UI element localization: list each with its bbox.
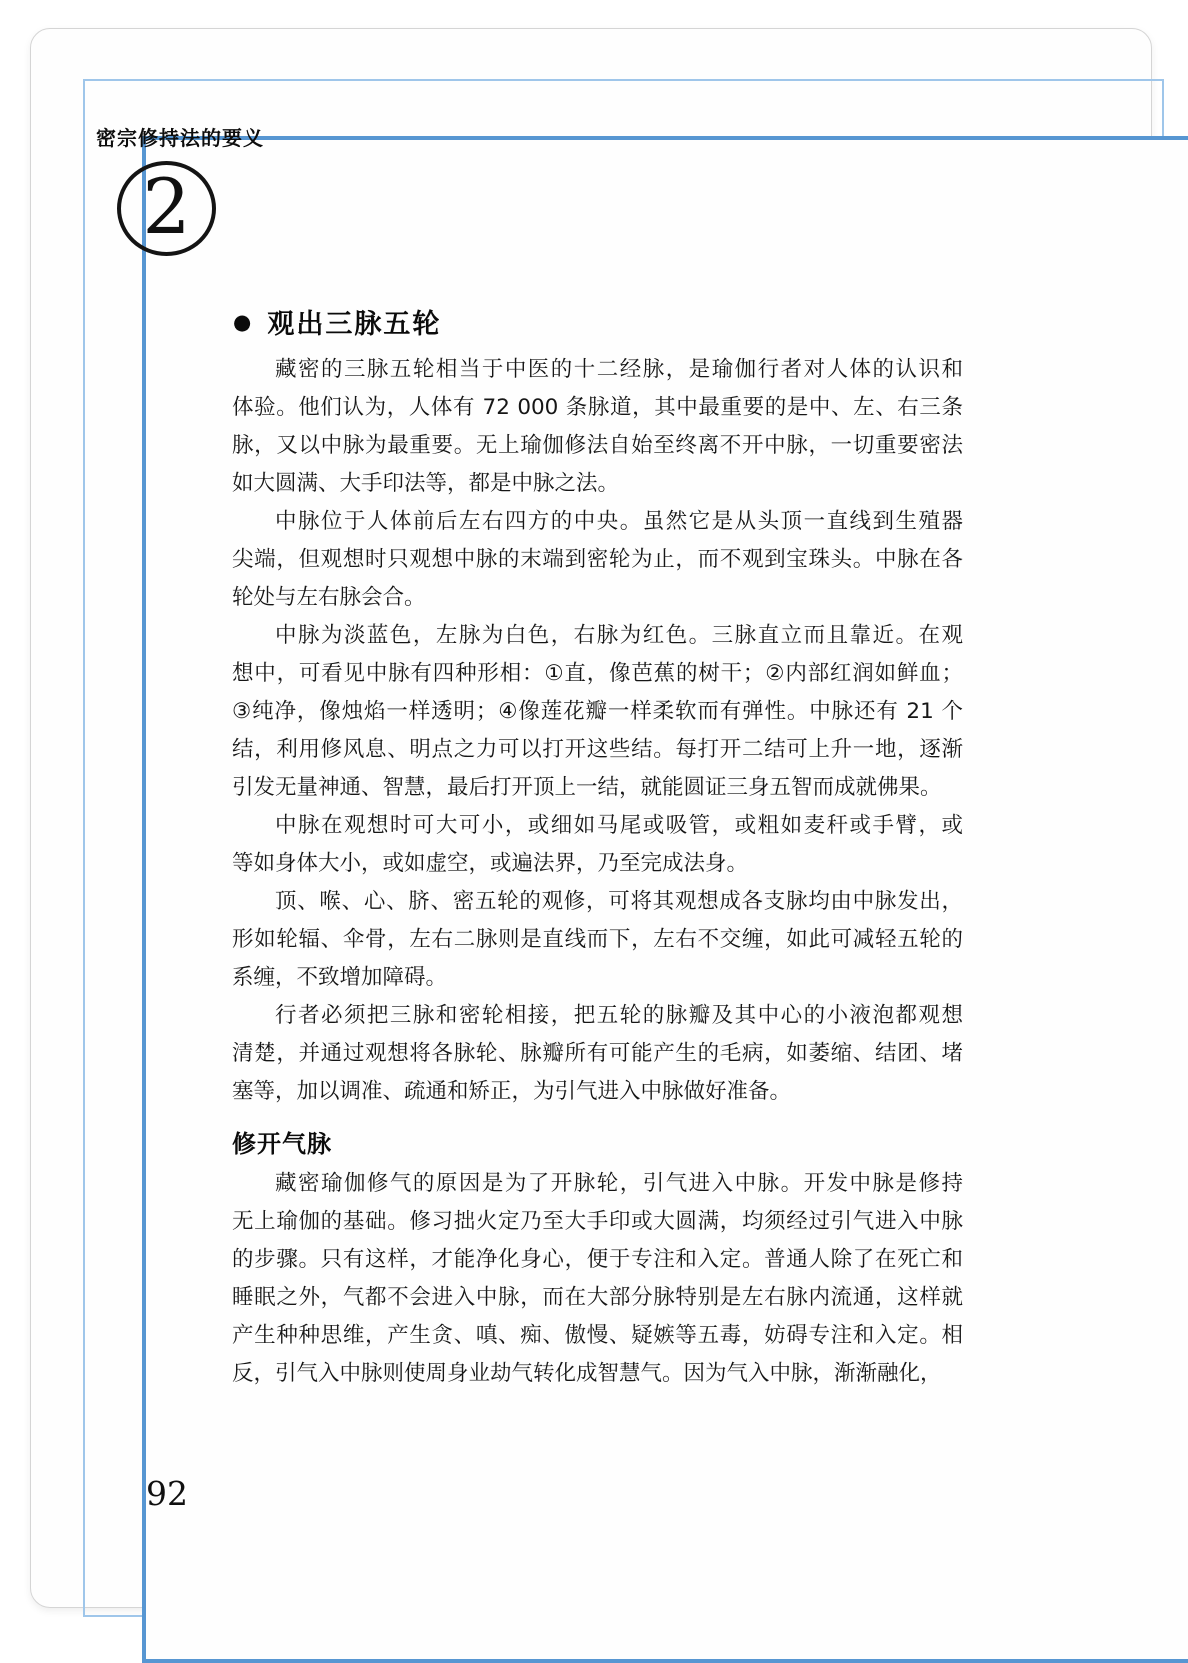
chapter-number-badge (117, 161, 216, 256)
text-line: 的步骤。只有这样，才能净化身心，便于专注和入定。普通人除了在死亡和 (232, 1247, 963, 1272)
paragraph (232, 883, 963, 997)
page-number: 92 (146, 1474, 188, 1513)
text-line: 产生种种思维，产生贪、嗔、痴、傲慢、疑嫉等五毒，妨碍专注和入定。相 (232, 1323, 963, 1348)
section-title: 观出三脉五轮 (267, 308, 442, 340)
text-line: 结，利用修风息、明点之力可以打开这些结。每打开二结可上升一地，逐渐 (232, 737, 963, 762)
paragraph (232, 351, 963, 503)
text-line: 藏密的三脉五轮相当于中医的十二经脉，是瑜伽行者对人体的认识和 (275, 357, 963, 382)
text-line: 想中，可看见中脉有四种形相：①直，像芭蕉的树干；②内部红润如鲜血； (232, 661, 963, 686)
text-line: 藏密瑜伽修气的原因是为了开脉轮，引气进入中脉。开发中脉是修持 (275, 1171, 963, 1196)
section-heading (233, 303, 441, 339)
text-line: 中脉位于人体前后左右四方的中央。虽然它是从头顶一直线到生殖器 (275, 509, 963, 534)
text-line: 顶、喉、心、脐、密五轮的观修，可将其观想成各支脉均由中脉发出， (275, 889, 963, 914)
text-line: 睡眠之外，气都不会进入中脉，而在大部分脉特别是左右脉内流通，这样就 (232, 1285, 963, 1310)
subsection-heading: 修开气脉 (232, 1130, 332, 1158)
text-line: 中脉为淡蓝色，左脉为白色，右脉为红色。三脉直立而且靠近。在观 (275, 623, 963, 648)
text-line: 清楚，并通过观想将各脉轮、脉瓣所有可能产生的毛病，如萎缩、结团、堵 (232, 1041, 963, 1066)
paragraph (232, 617, 963, 807)
paragraph (232, 503, 963, 617)
text-line: 系缠，不致增加障碍。 (232, 965, 448, 990)
bullet-icon: ● (233, 310, 252, 334)
text-line: 中脉在观想时可大可小，或细如马尾或吸管，或粗如麦秆或手臂，或 (275, 813, 963, 838)
text-line: 轮处与左右脉会合。 (232, 585, 426, 610)
text-line: 等如身体大小，或如虚空，或遍法界，乃至完成法身。 (232, 851, 749, 876)
text-line: 脉，又以中脉为最重要。无上瑜伽修法自始至终离不开中脉，一切重要密法 (232, 433, 963, 458)
text-line: 如大圆满、大手印法等，都是中脉之法。 (232, 471, 620, 496)
text-line: 形如轮辐、伞骨，左右二脉则是直线而下，左右不交缠，如此可减轻五轮的 (232, 927, 963, 952)
paragraph (232, 1165, 963, 1393)
text-line: 反，引气入中脉则使周身业劫气转化成智慧气。因为气入中脉，渐渐融化， (232, 1361, 942, 1386)
text-line: 引发无量神通、智慧，最后打开顶上一结，就能圆证三身五智而成就佛果。 (232, 775, 942, 800)
text-line: 无上瑜伽的基础。修习拙火定乃至大手印或大圆满，均须经过引气进入中脉 (232, 1209, 963, 1234)
chapter-number: 2 (142, 161, 191, 251)
body-text-block-2 (232, 1165, 963, 1393)
chapter-header-label: 密宗修持法的要义 (96, 126, 264, 150)
text-line: 行者必须把三脉和密轮相接，把五轮的脉瓣及其中心的小液泡都观想 (275, 1003, 963, 1028)
text-line: 体验。他们认为，人体有 72 000 条脉道，其中最重要的是中、左、右三条 (232, 395, 963, 420)
paragraph (232, 997, 963, 1111)
text-line: 塞等，加以调准、疏通和矫正，为引气进入中脉做好准备。 (232, 1079, 792, 1104)
body-text-block-1 (232, 351, 963, 1111)
text-line: ③纯净，像烛焰一样透明；④像莲花瓣一样柔软而有弹性。中脉还有 21 个 (232, 699, 963, 724)
paragraph (232, 807, 963, 883)
text-line: 尖端，但观想时只观想中脉的末端到密轮为止，而不观到宝珠头。中脉在各 (232, 547, 963, 572)
